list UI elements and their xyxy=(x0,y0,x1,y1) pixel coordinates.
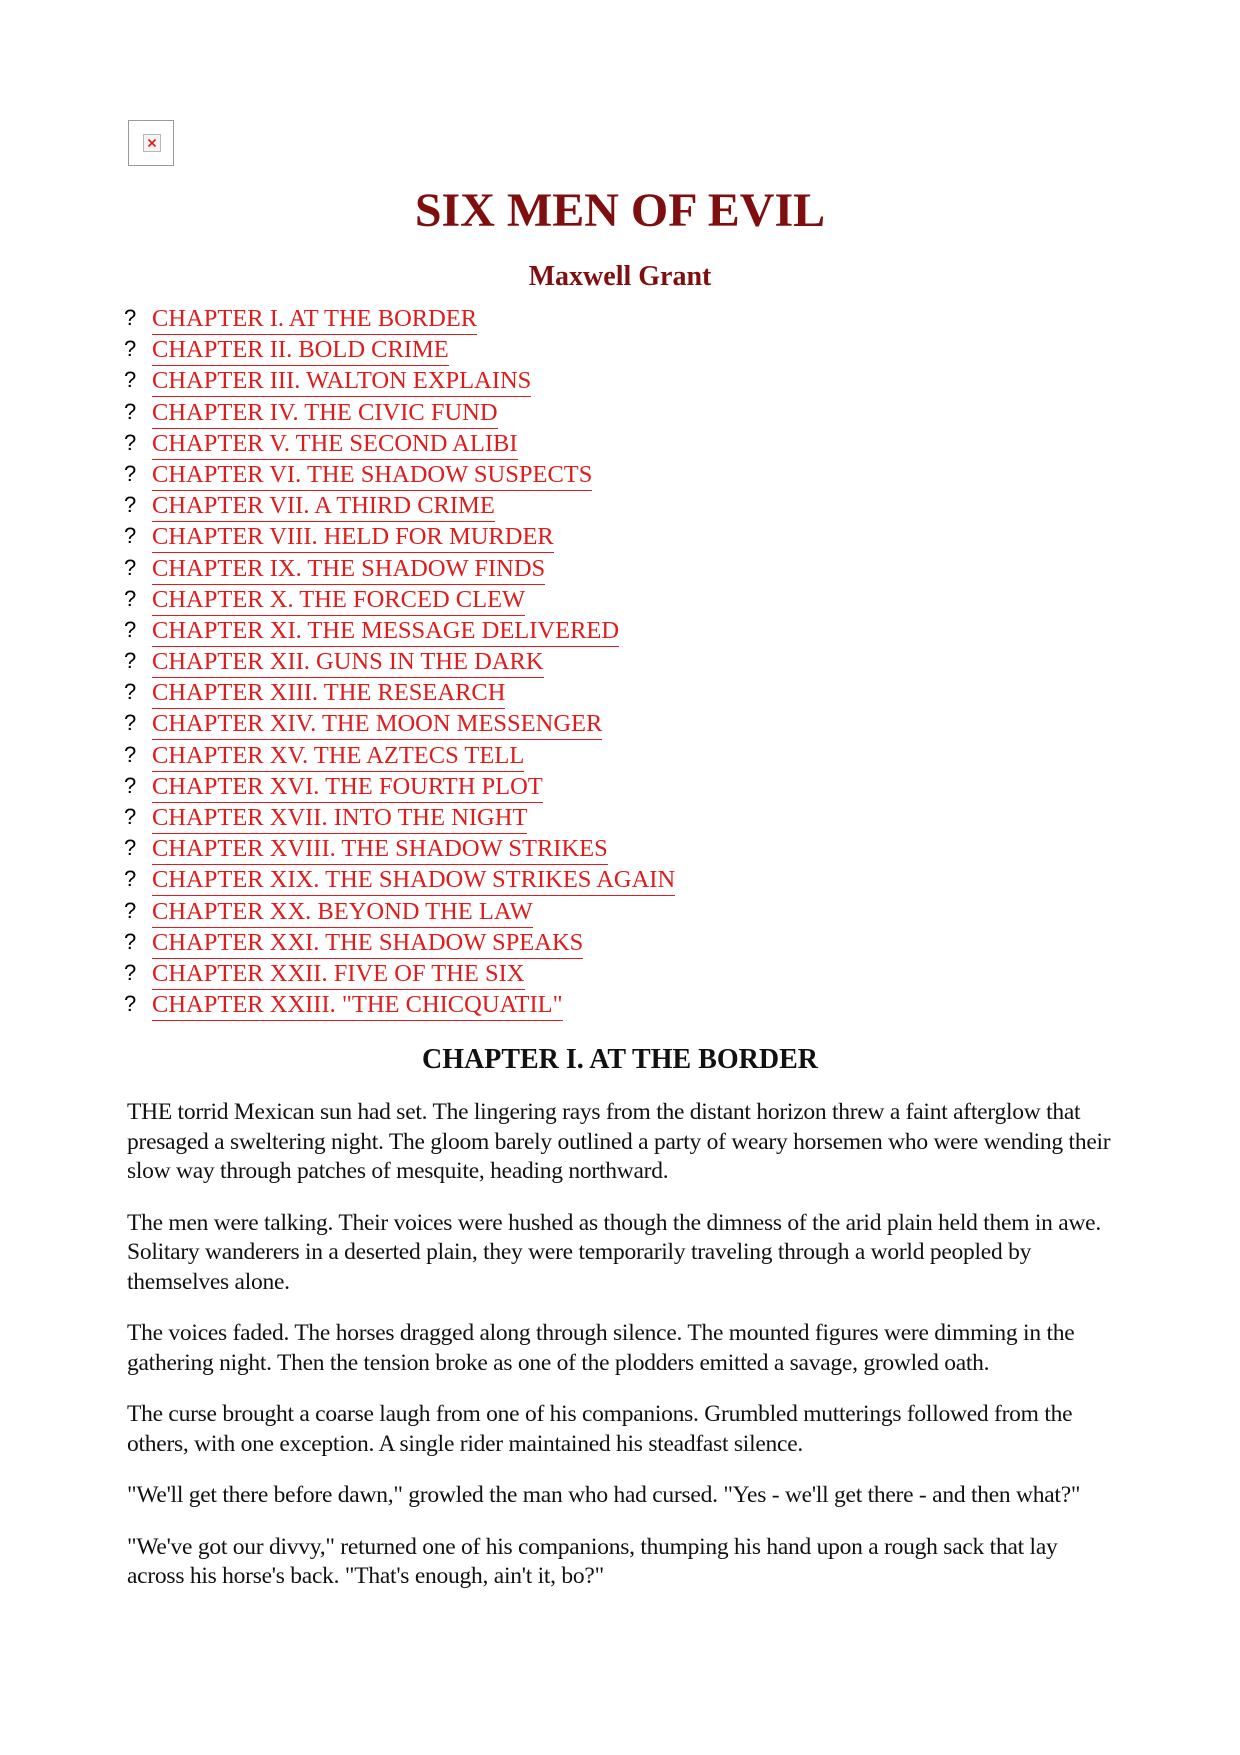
toc-chapter-link[interactable]: CHAPTER XX. BEYOND THE LAW xyxy=(152,898,533,928)
toc-bullet: ? xyxy=(124,616,137,642)
toc-item xyxy=(124,710,675,741)
toc-bullet: ? xyxy=(124,585,137,611)
toc-item xyxy=(124,430,675,461)
toc-chapter-link[interactable]: CHAPTER XI. THE MESSAGE DELIVERED xyxy=(152,617,619,647)
toc-chapter-link[interactable]: CHAPTER V. THE SECOND ALIBI xyxy=(152,430,518,460)
toc-item xyxy=(124,399,675,430)
broken-image xyxy=(128,120,174,166)
toc-item xyxy=(124,336,675,367)
toc-chapter-link[interactable]: CHAPTER VIII. HELD FOR MURDER xyxy=(152,523,554,553)
toc-bullet: ? xyxy=(124,398,137,424)
toc-bullet: ? xyxy=(124,928,137,954)
toc-chapter-link[interactable]: CHAPTER XXI. THE SHADOW SPEAKS xyxy=(152,929,583,959)
toc-bullet: ? xyxy=(124,804,137,829)
toc-chapter-link[interactable]: CHAPTER XII. GUNS IN THE DARK xyxy=(152,648,544,678)
chapter-heading: CHAPTER I. AT THE BORDER xyxy=(422,1044,818,1075)
toc-item xyxy=(124,742,675,773)
paragraph: The voices faded. The horses dragged along through silence. The mounted figures were dimming in the gathering night. Then the tension broke as one of the plodders emitted a savage, growled oath. xyxy=(127,1320,1075,1376)
table-of-contents xyxy=(124,305,675,1022)
toc-chapter-link[interactable]: CHAPTER III. WALTON EXPLAINS xyxy=(152,367,531,397)
toc-bullet: ? xyxy=(124,710,137,736)
toc-chapter-link[interactable]: CHAPTER XXII. FIVE OF THE SIX xyxy=(152,960,525,990)
toc-item xyxy=(124,960,675,991)
toc-bullet: ? xyxy=(124,460,137,486)
toc-chapter-link[interactable]: CHAPTER XIV. THE MOON MESSENGER xyxy=(152,710,602,740)
toc-bullet: ? xyxy=(124,897,137,923)
chapter-body xyxy=(127,1098,1117,1614)
toc-bullet: ? xyxy=(124,367,137,393)
toc-chapter-link[interactable]: CHAPTER XIII. THE RESEARCH xyxy=(152,679,505,709)
toc-chapter-link[interactable]: CHAPTER VII. A THIRD CRIME xyxy=(152,492,495,522)
toc-overflow-fragment xyxy=(126,1028,186,1032)
toc-chapter-link[interactable]: CHAPTER XVI. THE FOURTH PLOT xyxy=(152,773,543,803)
book-title: SIX MEN OF EVIL xyxy=(414,184,826,237)
toc-item xyxy=(124,555,675,586)
paragraph: "We'll get there before dawn," growled the man who had cursed. "Yes - we'll get there - and then what?" xyxy=(127,1482,1081,1508)
toc-item xyxy=(124,617,675,648)
toc-bullet: ? xyxy=(124,866,137,892)
toc-chapter-link[interactable]: CHAPTER X. THE FORCED CLEW xyxy=(152,586,525,616)
toc-chapter-link[interactable]: CHAPTER XVII. INTO THE NIGHT xyxy=(152,804,527,834)
toc-item xyxy=(124,898,675,929)
toc-bullet: ? xyxy=(124,336,137,362)
toc-item xyxy=(124,773,675,804)
toc-bullet: ? xyxy=(124,741,137,767)
toc-bullet: ? xyxy=(124,959,137,985)
toc-item xyxy=(124,523,675,554)
toc-item xyxy=(124,866,675,897)
toc-bullet: ? xyxy=(124,835,137,861)
toc-item xyxy=(124,586,675,617)
toc-chapter-link[interactable]: CHAPTER XXIII. "THE CHICQUATIL" xyxy=(152,991,563,1021)
toc-bullet: ? xyxy=(124,991,137,1017)
toc-bullet: ? xyxy=(124,305,137,330)
toc-chapter-link[interactable]: CHAPTER IX. THE SHADOW FINDS xyxy=(152,555,545,585)
toc-item xyxy=(124,461,675,492)
toc-item xyxy=(124,804,675,835)
toc-bullet: ? xyxy=(124,429,137,455)
toc-chapter-link[interactable]: CHAPTER IV. THE CIVIC FUND xyxy=(152,399,498,429)
toc-chapter-link[interactable]: CHAPTER XVIII. THE SHADOW STRIKES xyxy=(152,835,608,865)
toc-item xyxy=(124,305,675,336)
toc-bullet: ? xyxy=(124,523,137,549)
book-author: Maxwell Grant xyxy=(528,261,712,292)
toc-bullet: ? xyxy=(124,679,137,705)
paragraph: THE torrid Mexican sun had set. The lingering rays from the distant horizon threw a faint afterglow that presaged a sweltering night. The gloom barely outlined a party of weary horsemen who were wending their slow way through patches of mesquite, heading northward. xyxy=(127,1099,1111,1184)
toc-item xyxy=(124,648,675,679)
toc-item xyxy=(124,679,675,710)
toc-item xyxy=(124,835,675,866)
toc-chapter-link[interactable]: CHAPTER XV. THE AZTECS TELL xyxy=(152,742,524,772)
toc-item xyxy=(124,367,675,398)
toc-item xyxy=(124,991,675,1022)
toc-bullet: ? xyxy=(124,648,137,674)
broken-image-icon xyxy=(143,134,161,152)
toc-chapter-link[interactable]: CHAPTER XIX. THE SHADOW STRIKES AGAIN xyxy=(152,866,675,896)
toc-item xyxy=(124,929,675,960)
paragraph: "We've got our divvy," returned one of his companions, thumping his hand upon a rough sack that lay across his horse's back. "That's enough, ain't it, bo?" xyxy=(127,1533,1058,1589)
paragraph: The men were talking. Their voices were hushed as though the dimness of the arid plain held them in awe. Solitary wanderers in a deserted plain, they were temporarily traveling through a world peopled by themselves alone. xyxy=(127,1209,1101,1295)
toc-chapter-link[interactable]: CHAPTER II. BOLD CRIME xyxy=(152,336,449,366)
paragraph: The curse brought a coarse laugh from one of his companions. Grumbled mutterings followed from the others, with one exception. A single rider maintained his steadfast silence. xyxy=(127,1401,1073,1457)
toc-item xyxy=(124,492,675,523)
toc-chapter-link[interactable]: CHAPTER I. AT THE BORDER xyxy=(152,305,477,335)
toc-bullet: ? xyxy=(124,492,137,518)
toc-chapter-link[interactable]: CHAPTER VI. THE SHADOW SUSPECTS xyxy=(152,461,592,491)
toc-bullet: ? xyxy=(124,554,137,580)
toc-bullet: ? xyxy=(124,772,137,798)
